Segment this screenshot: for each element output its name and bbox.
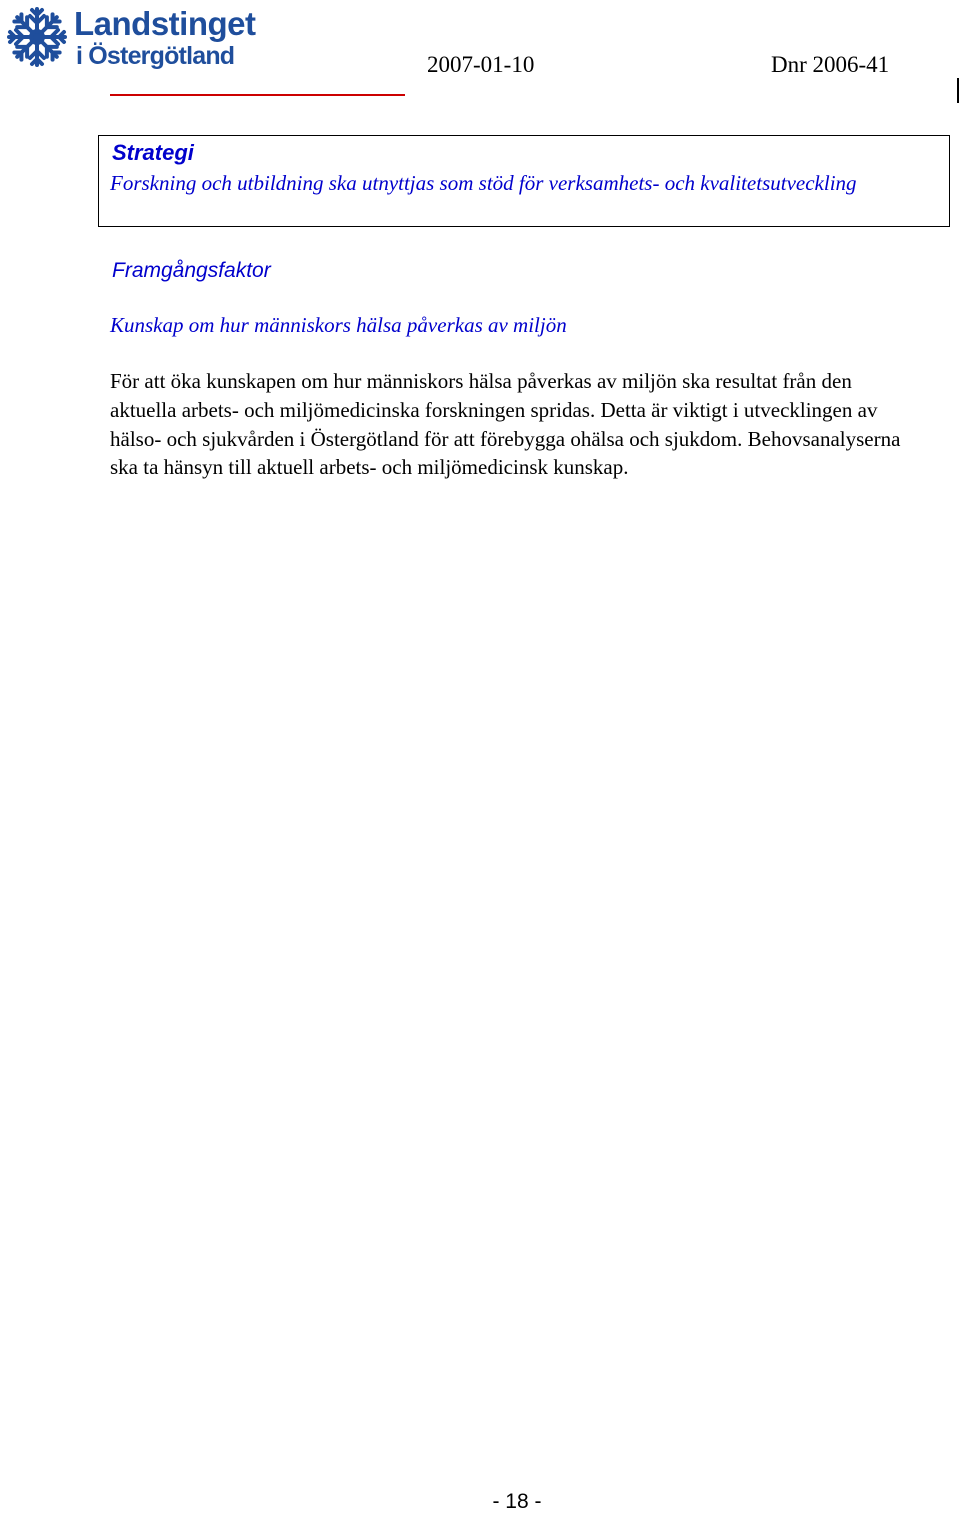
margin-change-bar [957, 78, 959, 103]
body-paragraph: För att öka kunskapen om hur människors hälsa påverkas av miljön ska resultat från den aktuella arbets- och miljömedicinska forskningen spridas. Detta är viktigt i utvecklingen av hälso- och sjukvården i Östergötland för att förebygga ohälsa och sjukdom. Behovsanalyserna ska ta hänsyn till aktuell arbets- och miljömedicinsk kunskap. [110, 369, 901, 480]
landstinget-logo [4, 4, 269, 72]
strategy-text: Forskning och utbildning ska utnyttjas som stöd för verksamhets- och kvalitetsutveckling [110, 171, 857, 195]
success-factor-subheading: Kunskap om hur människors hälsa påverkas av miljön [110, 313, 567, 337]
success-factor-heading: Framgångsfaktor [112, 259, 271, 282]
document-date: 2007-01-10 [427, 52, 535, 77]
strategy-heading: Strategi [112, 140, 194, 165]
header-red-rule [110, 94, 405, 96]
logo-line-2: i Östergötland [76, 42, 235, 70]
page-number: - 18 - [492, 1490, 542, 1513]
logo-line-1: Landstinget [74, 5, 256, 42]
document-reference-number: Dnr 2006-41 [771, 52, 890, 77]
